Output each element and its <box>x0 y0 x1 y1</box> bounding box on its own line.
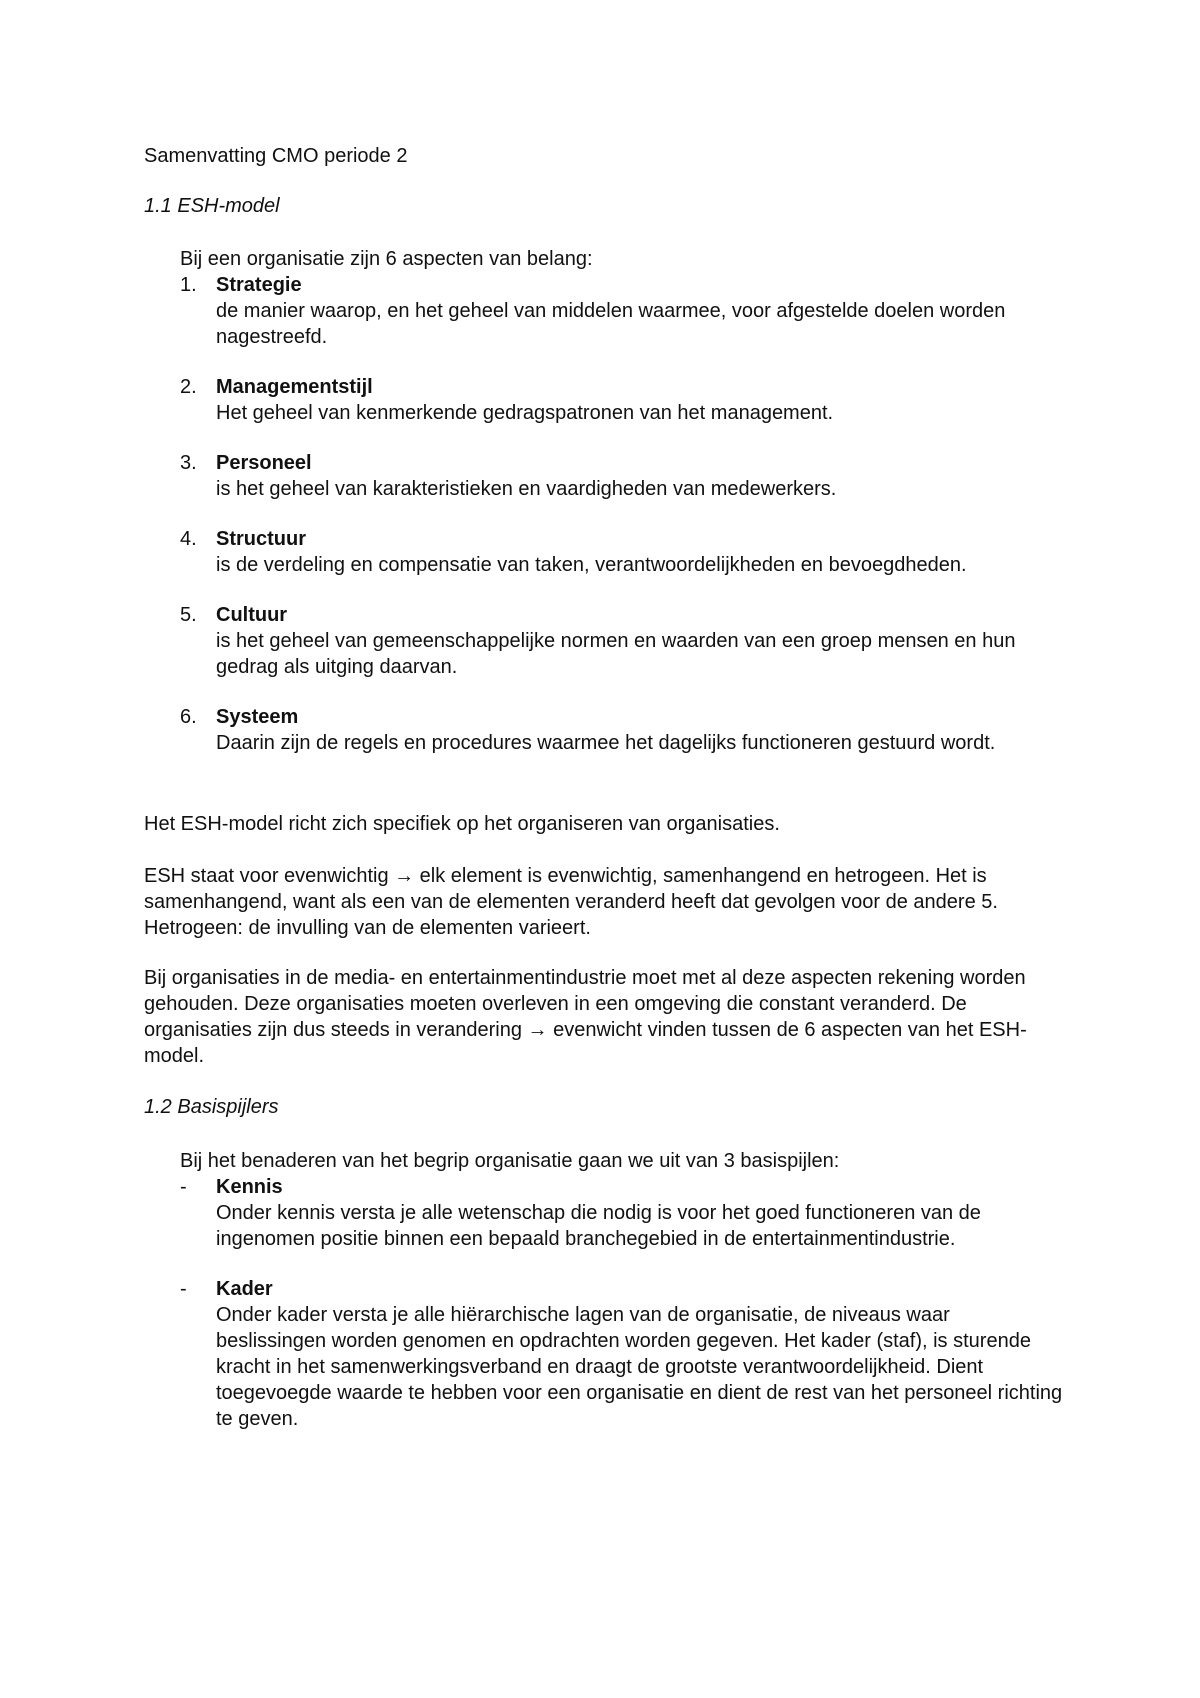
item-description: Onder kader versta je alle hiërarchische lagen van de organisatie, de niveaus waar beslissingen worden genomen en opdrachten worden gegeven. Het kader (staf), is sturende kracht in het samenwerkingsverband en draagt de grootste verantwoordelijkheid. Dient toegevoegde waarde te hebben voor een organisatie en dient de rest van het personeel richting te geven. <box>216 1304 1063 1430</box>
list-item <box>144 704 1064 756</box>
list-item <box>144 1276 1064 1432</box>
list-item <box>144 602 1064 680</box>
paragraph: Het ESH-model richt zich specifiek op het organiseren van organisaties. <box>144 813 780 835</box>
paragraph: Bij organisaties in de media- en entertainmentindustrie moet met al deze aspecten rekening worden gehouden. Deze organisaties moeten overleven in een omgeving die constant veranderd. De organisaties zijn dus steeds in verandering → evenwicht vinden tussen de 6 aspecten van het ESH-model. <box>144 967 1027 1067</box>
paragraph: ESH staat voor evenwichtig → elk element is evenwichtig, samenhangend en hetrogeen. Het is samenhangend, want als een van de elementen veranderd heeft dat gevolgen voor de andere 5. Hetrogeen: de invulling van de elementen varieert. <box>144 865 998 939</box>
list-item <box>144 450 1064 502</box>
section-intro: Bij een organisatie zijn 6 aspecten van belang: <box>180 248 593 270</box>
item-name: Cultuur <box>216 604 288 626</box>
list-marker: 1. <box>180 274 197 296</box>
item-name: Kader <box>216 1278 273 1300</box>
list-marker: 3. <box>180 452 197 474</box>
document-title: Samenvatting CMO periode 2 <box>144 145 408 167</box>
list-marker: 6. <box>180 706 197 728</box>
list-marker: 2. <box>180 376 197 398</box>
item-description: Daarin zijn de regels en procedures waarmee het dagelijks functioneren gestuurd wordt. <box>216 732 996 754</box>
section-heading-esh-model: 1.1 ESH-model <box>144 195 280 217</box>
list-item <box>144 526 1064 578</box>
list-item <box>144 272 1064 350</box>
list-marker: - <box>180 1176 187 1198</box>
item-name: Systeem <box>216 706 299 728</box>
item-name: Strategie <box>216 274 302 296</box>
item-description: de manier waarop, en het geheel van middelen waarmee, voor afgestelde doelen worden nagestreefd. <box>216 300 1006 348</box>
section-intro: Bij het benaderen van het begrip organisatie gaan we uit van 3 basispijlen: <box>180 1150 840 1172</box>
list-marker: 5. <box>180 604 197 626</box>
list-marker: 4. <box>180 528 197 550</box>
list-item <box>144 374 1064 426</box>
item-description: is het geheel van gemeenschappelijke normen en waarden van een groep mensen en hun gedrag als uitging daarvan. <box>216 630 1016 678</box>
item-description: is het geheel van karakteristieken en vaardigheden van medewerkers. <box>216 478 837 500</box>
list-item <box>144 1174 1064 1252</box>
aspects-list <box>144 272 1064 780</box>
item-description: Het geheel van kenmerkende gedragspatronen van het management. <box>216 402 834 424</box>
item-name: Managementstijl <box>216 376 373 398</box>
item-description: Onder kennis versta je alle wetenschap die nodig is voor het goed functioneren van de ingenomen positie binnen een bepaald branchegebied in de entertainmentindustrie. <box>216 1202 981 1250</box>
pillars-list <box>144 1174 1064 1456</box>
section-heading-basispijlers: 1.2 Basispijlers <box>144 1096 279 1118</box>
item-name: Kennis <box>216 1176 283 1198</box>
item-name: Personeel <box>216 452 312 474</box>
item-name: Structuur <box>216 528 306 550</box>
list-marker: - <box>180 1278 187 1300</box>
item-description: is de verdeling en compensatie van taken, verantwoordelijkheden en bevoegdheden. <box>216 554 967 576</box>
